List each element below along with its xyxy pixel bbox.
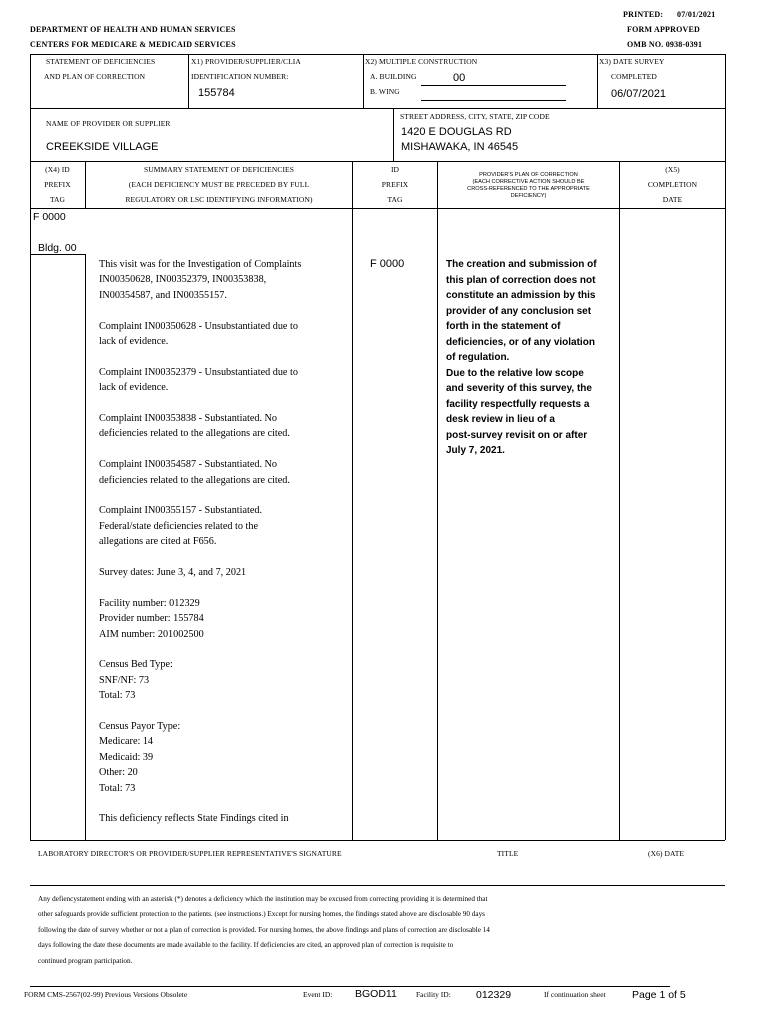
disclaimer-line: Any defiencystatement ending with an asterisk (*) denotes a deficiency which the institution may be excused from correcting providing it is determined that [38, 895, 488, 903]
centers-name: CENTERS FOR MEDICARE & MEDICAID SERVICES [30, 40, 236, 49]
x4-header-1: (X4) ID [45, 165, 70, 174]
building-label: A. BUILDING [370, 72, 417, 81]
title-label: TITLE [497, 849, 519, 858]
department-name: DEPARTMENT OF HEALTH AND HUMAN SERVICES [30, 25, 236, 34]
address-label: STREET ADDRESS, CITY, STATE, ZIP CODE [400, 112, 550, 121]
disclaimer-line: other safeguards provide sufficient protection to the patients. (see instructions.) Except for nursing homes, the findings stated above are disclosable 90 days [38, 910, 485, 919]
x6-date-label: (X6) DATE [648, 849, 685, 858]
disclaimer-line: days following the date these documents are made available to the facility. If deficiencies are cited, an approved plan of correction is requisite to [38, 941, 454, 950]
col-divider-3 [437, 161, 438, 840]
x5-header-3: DATE [662, 195, 683, 204]
address-line-2: MISHAWAKA, IN 46545 [401, 141, 519, 153]
divider-x3 [597, 54, 598, 108]
event-id: BGOD11 [355, 988, 397, 1000]
summary-paragraph: Complaint IN00353838 - Substantiated. No deficiencies related to the allegations are cited. [99, 413, 290, 440]
summary-header-3: REGULATORY OR LSC IDENTIFYING INFORMATION) [125, 195, 313, 204]
event-id-label: Event ID: [303, 990, 333, 999]
divider-x1 [188, 54, 189, 108]
id-header-1: ID [390, 165, 400, 174]
tag-right: F 0000 [370, 258, 405, 270]
summary-header-1: SUMMARY STATEMENT OF DEFICIENCIES [143, 165, 294, 174]
bldg-divider [30, 254, 85, 255]
id-header-3: TAG [387, 195, 403, 204]
x3-label: X3) DATE SURVEY [599, 57, 665, 66]
column-header-border [30, 208, 725, 209]
survey-date: 06/07/2021 [611, 88, 667, 100]
provider-name: CREEKSIDE VILLAGE [46, 141, 159, 153]
disclaimer [38, 892, 718, 969]
tag-left: F 0000 [33, 211, 66, 223]
col-divider-2 [352, 161, 353, 840]
summary-paragraph: This deficiency reflects State Findings cited in [99, 813, 289, 825]
disclaimer-line: continued program participation. [38, 956, 133, 965]
x4-header-3: TAG [49, 195, 66, 204]
box-row1-border [30, 108, 725, 109]
continuation-label: If continuation sheet [544, 990, 606, 999]
x5-header-2: COMPLETION [647, 180, 698, 189]
summary-paragraph: Census Bed Type: SNF/NF: 73 Total: 73 [99, 659, 173, 702]
x1-label-2: IDENTIFICATION NUMBER: [191, 72, 289, 81]
poc-header-3: CROSS-REFERENCED TO THE APPROPRIATE [467, 186, 590, 192]
box-top-border [30, 54, 725, 55]
poc-header-1: PROVIDER'S PLAN OF CORRECTION [479, 172, 578, 178]
form-approved: FORM APPROVED [627, 25, 701, 34]
facility-id-label: Facility ID: [416, 990, 451, 999]
poc-header-4: DEFICIENCY) [510, 193, 547, 199]
bldg-label: Bldg. 00 [38, 242, 77, 254]
summary-paragraph: Complaint IN00350628 - Unsubstantiated due to lack of evidence. [99, 320, 298, 348]
printed-label: PRINTED: [623, 10, 664, 19]
signature-label: LABORATORY DIRECTOR'S OR PROVIDER/SUPPLIER REPRESENTATIVE'S SIGNATURE [38, 849, 342, 858]
summary-paragraph: Census Payor Type: Medicare: 14 Medicaid: 39 Other: 20 Total: 73 [99, 721, 181, 794]
facility-id: 012329 [476, 989, 512, 1001]
poc-header-2: (EACH CORRECTIVE ACTION SHOULD BE [472, 179, 585, 185]
wing-label: B. WING [370, 87, 400, 96]
divider-address [393, 108, 394, 161]
page-number: Page 1 of 5 [632, 989, 686, 1001]
summary-paragraph: Complaint IN00354587 - Substantiated. No deficiencies related to the allegations are cited. [99, 459, 290, 486]
summary-paragraph: Complaint IN00355157 - Substantiated. Federal/state deficiencies related to the allegations are cited at F656. [99, 505, 262, 548]
col-divider-1 [85, 254, 86, 840]
plan-of-correction: The creation and submission of this plan of correction does not constitute an admission by this provider of any conclusion set forth in the statement of deficiencies, or of any violation of regulation. Due to the relative low scope and severity of this survey, the facility respectfully requests a desk review in lieu of a post-survey revisit on or after July 7, 2021. [446, 259, 597, 456]
x3-label-2: COMPLETED [611, 72, 657, 81]
summary-paragraph: This visit was for the Investigation of Complaints IN00350628, IN00352379, IN00353838, IN00354587, and IN00355157. [99, 259, 302, 301]
x4-header-2: PREFIX [44, 180, 71, 189]
address-line-1: 1420 E DOUGLAS RD [401, 126, 512, 138]
x5-header-1: (X5) [665, 165, 680, 174]
statement-label-2: AND PLAN OF CORRECTION [44, 72, 146, 81]
summary-paragraph: Survey dates: June 3, 4, and 7, 2021 [99, 567, 247, 579]
provider-id: 155784 [198, 87, 235, 99]
printed-date: 07/01/2021 [677, 10, 716, 19]
disclaimer-line: following the date of survey whether or not a plan of correction is provided. For nursing homes, the above findings and plans of correction are disclosable 14 [38, 925, 490, 934]
poc-header [438, 172, 619, 200]
right-border [725, 54, 726, 840]
provider-name-label: NAME OF PROVIDER OR SUPPLIER [46, 119, 171, 128]
statement-label: STATEMENT OF DEFICIENCIES [46, 57, 156, 66]
summary-header-2: (EACH DEFICIENCY MUST BE PRECEDED BY FULL [128, 180, 310, 189]
divider-x2 [363, 54, 364, 108]
building-underline [421, 85, 566, 86]
footer-top-border [30, 986, 670, 987]
x2-label: X2) MULTIPLE CONSTRUCTION [365, 57, 478, 66]
omb-number: OMB NO. 0938-0391 [627, 40, 703, 49]
col-divider-4 [619, 161, 620, 840]
x1-label: X1) PROVIDER/SUPPLIER/CLIA [191, 57, 301, 66]
disclaimer-top-border [30, 885, 725, 886]
box-row2-border [30, 161, 725, 162]
building-value: 00 [453, 72, 466, 84]
wing-underline [421, 100, 566, 101]
summary-paragraph: Complaint IN00352379 - Unsubstantiated due to lack of evidence. [99, 366, 298, 394]
form-number: FORM CMS-2567(02-99) Previous Versions Obsolete [24, 990, 188, 999]
deficiency-summary [99, 257, 349, 842]
summary-paragraph: Facility number: 012329 Provider number: 155784 AIM number: 201002500 [99, 597, 204, 640]
id-header-2: PREFIX [381, 180, 409, 189]
